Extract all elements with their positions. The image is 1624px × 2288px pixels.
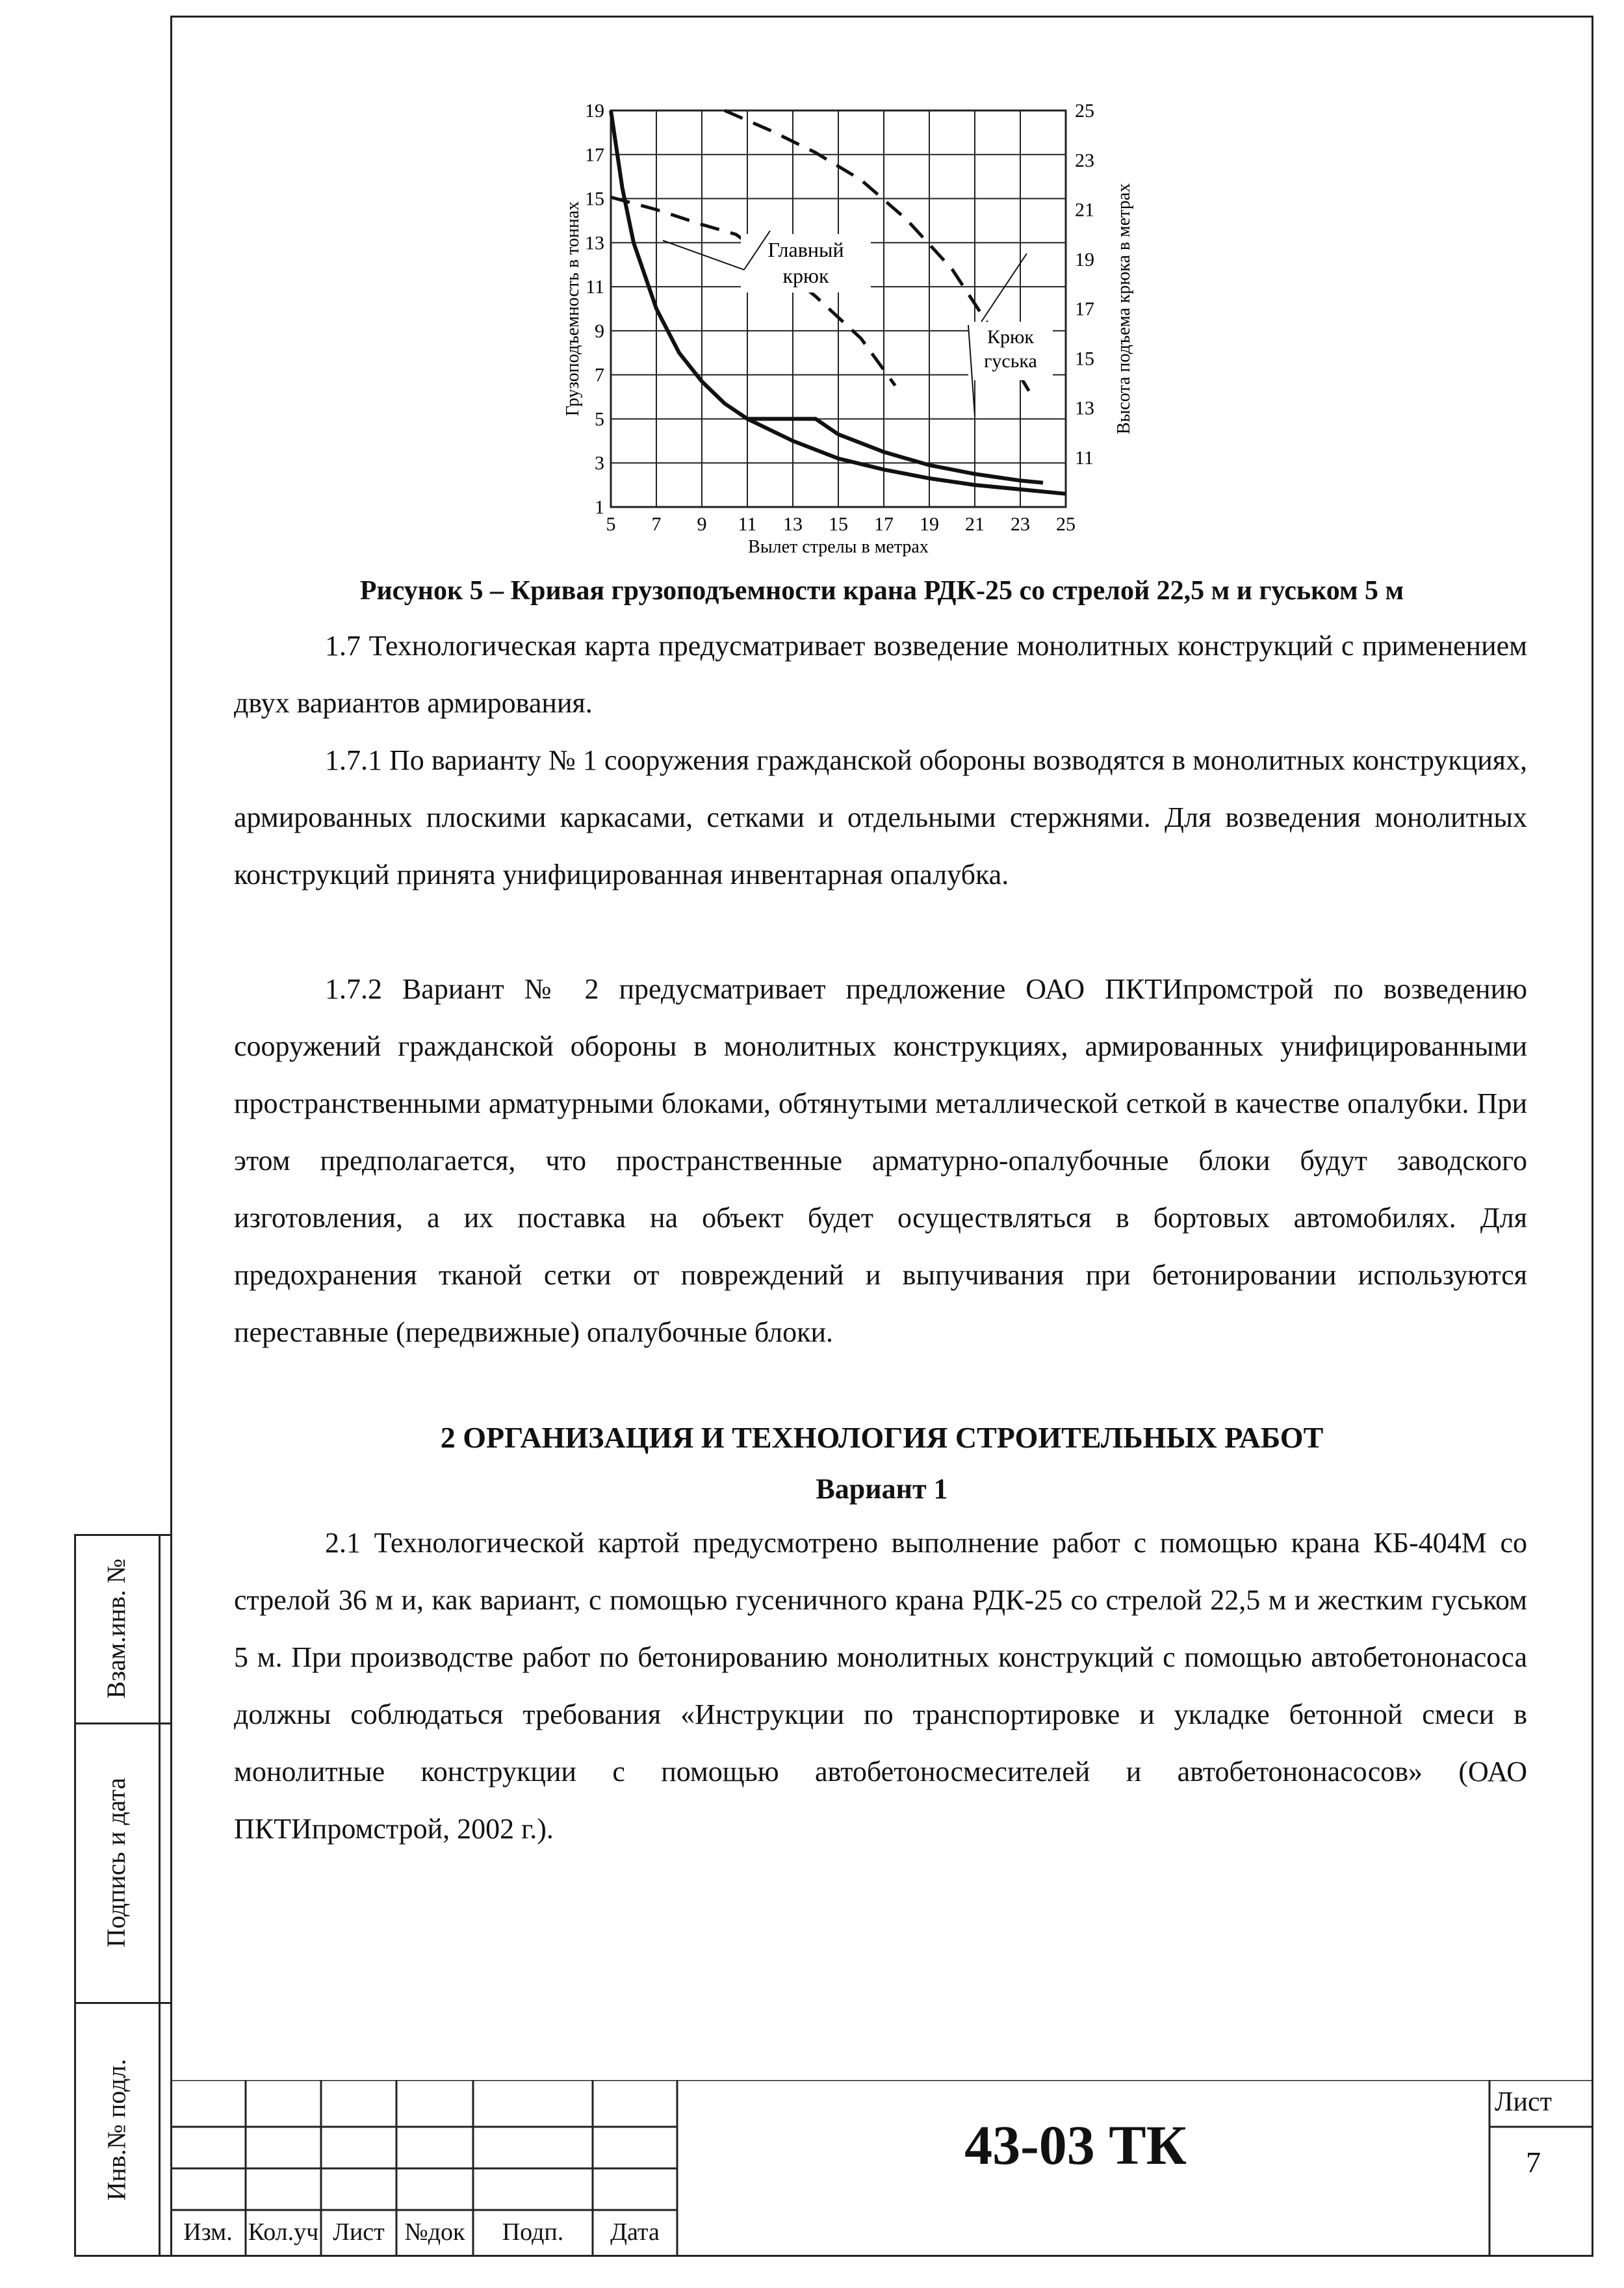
x-tick-label: 13: [783, 514, 803, 535]
document-code: 43-03 ТК: [964, 2114, 1187, 2176]
side-vzam-label: Взам.инв. №: [101, 1558, 131, 1698]
x-tick-label: 11: [738, 514, 757, 535]
paragraph-2-1: 2.1 Технологической картой предусмотрено выполнение работ с помощью крана КБ-404М со стрелой 36 м и, как вариант, с помощью гусеничного крана РДК-25 со стрелой 22,5 м и жестким гуськом 5 м. При производстве работ по бетонированию монолитных конструкций с помощью автобетононасоса должны соблюдаться требования «Инструкции по транспортировке и укладке бетонной смеси в монолитные конструкции с помощью автобетоносмесителей и автобетононасосов» (ОАО ПКТИпромстрой, 2002 г.).: [234, 1527, 1527, 1845]
side-inv-cell: [74, 2002, 159, 2257]
x-tick-label: 17: [874, 514, 894, 535]
y-right-tick-label: 21: [1075, 199, 1094, 221]
y-left-tick-label: 17: [585, 144, 604, 166]
y-left-tick-label: 15: [585, 188, 604, 210]
x-tick-label: 5: [606, 514, 616, 535]
y-right-tick-label: 13: [1075, 397, 1094, 419]
y-right-tick-label: 23: [1075, 150, 1094, 172]
chart-grid: [611, 110, 1066, 507]
side-vzam-cell: [74, 1534, 159, 1722]
x-tick-label: 19: [920, 514, 939, 535]
y-left-tick-label: 9: [595, 320, 604, 342]
x-tick-label: 23: [1011, 514, 1030, 535]
title-block-header: Подп.: [502, 2218, 564, 2246]
y-left-tick-label: 5: [595, 408, 604, 430]
y-left-tick-label: 1: [595, 497, 604, 518]
y-right-tick-label: 25: [1075, 100, 1094, 122]
section-title: 2 ОРГАНИЗАЦИЯ И ТЕХНОЛОГИЯ СТРОИТЕЛЬНЫХ РАБОТ: [440, 1421, 1324, 1454]
annotation-main-line1: Главный: [767, 238, 844, 261]
annotation-leader: [663, 240, 744, 270]
title-block-header: Кол.уч: [248, 2218, 319, 2246]
y-right-tick-label: 15: [1075, 348, 1094, 370]
side-inv-label: Инв.№ подл.: [101, 2059, 131, 2200]
y-left-tick-label: 19: [585, 100, 604, 122]
x-tick-label: 9: [697, 514, 707, 535]
x-tick-label: 21: [965, 514, 985, 535]
section-subtitle: Вариант 1: [816, 1473, 948, 1505]
x-tick-label: 7: [651, 514, 662, 535]
annotation-jib-line2: гуська: [984, 350, 1037, 372]
y-left-tick-label: 7: [595, 364, 604, 386]
sheet-label: Лист: [1495, 2087, 1552, 2117]
annotation-jib-line1: Крюк: [987, 326, 1034, 348]
chart-annotations: [663, 231, 1053, 416]
y-left-axis-label: Грузоподъемность в тоннах: [563, 201, 583, 417]
annotation-main-line2: крюк: [782, 264, 829, 287]
side-stamp-divider: [159, 1534, 161, 2257]
y-right-tick-label: 17: [1075, 298, 1094, 320]
title-block-header: Лист: [333, 2218, 385, 2246]
title-block-header: Изм.: [183, 2218, 233, 2246]
y-right-tick-label: 11: [1075, 447, 1094, 469]
side-podpis-label: Подпись и дата: [101, 1777, 131, 1947]
x-axis-label: Вылет стрелы в метрах: [748, 537, 929, 557]
paragraph-1-7-2: 1.7.2 Вариант № 2 предусматривает предложение ОАО ПКТИпромстрой по возведению сооружений гражданской обороны в монолитных конструкциях, армированных унифицированными пространственными арматурными блоками, обтянутыми металлической сеткой в качестве опалубки. При этом предполагается, что пространственные арматурно-опалубочные блоки будут заводского изготовления, а их поставка на объект будет осуществляться в бортовых автомобилях. Для предохранения тканой сетки от повреждений и выпучивания при бетонировании используются переставные (передвижные) опалубочные блоки.: [234, 973, 1527, 1348]
side-podpis-cell: [74, 1722, 159, 2002]
y-right-axis-label: Высота подъема крюка в метрах: [1114, 183, 1134, 435]
y-left-tick-label: 13: [585, 232, 604, 254]
paragraph-1-7-1: 1.7.1 По варианту № 1 сооружения гражданской обороны возводятся в монолитных конструкциях, армированных плоскими каркасами, сетками и отдельными стержнями. Для возведения монолитных конструкций принята унифицированная инвентарная опалубка.: [234, 744, 1527, 890]
load-capacity-chart: [559, 98, 1144, 572]
y-left-tick-label: 11: [586, 276, 604, 298]
figure-caption: Рисунок 5 – Кривая грузоподъемности крана РДК-25 со стрелой 22,5 м и гуськом 5 м: [359, 576, 1404, 606]
sheet-number: 7: [1526, 2146, 1541, 2179]
y-right-tick-label: 19: [1075, 248, 1094, 270]
title-block-header: №док: [404, 2218, 465, 2246]
y-left-tick-label: 3: [595, 452, 604, 474]
paragraph-1-7: 1.7 Технологическая карта предусматривает возведение монолитных конструкций с применением двух вариантов армирования.: [234, 630, 1527, 719]
x-tick-label: 25: [1056, 514, 1076, 535]
x-tick-label: 15: [829, 514, 848, 535]
title-block-header: Дата: [610, 2218, 660, 2246]
